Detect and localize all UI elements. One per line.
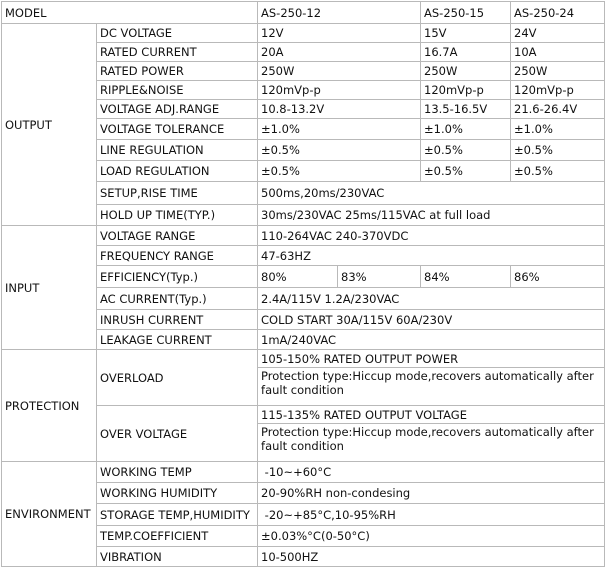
model-label: MODEL xyxy=(2,2,258,24)
spec-sheet xyxy=(1,1,604,567)
spec-table xyxy=(1,1,605,567)
table-row xyxy=(2,24,605,43)
model-row xyxy=(2,2,605,24)
section-environment: ENVIRONMENT xyxy=(2,462,97,567)
cell-value: ±0.5% xyxy=(421,161,511,182)
cell-value: 15V xyxy=(421,24,511,43)
cell-value: 1mA/240VAC xyxy=(258,330,605,350)
row-label: WORKING HUMIDITY xyxy=(97,483,258,504)
cell-value: -20~+85°C,10-95%RH xyxy=(258,504,605,526)
cell-value: 30ms/230VAC 25ms/115VAC at full load xyxy=(258,205,605,226)
cell-value: ±0.03%°C(0-50°C) xyxy=(258,526,605,547)
section-input: INPUT xyxy=(2,226,97,350)
row-label: RIPPLE&NOISE xyxy=(97,81,258,100)
row-label: INRUSH CURRENT xyxy=(97,310,258,330)
cell-value: 10-500HZ xyxy=(258,547,605,567)
cell-value: 20-90%RH non-condesing xyxy=(258,483,605,504)
cell-value: ±0.5% xyxy=(511,161,605,182)
cell-value: 13.5-16.5V xyxy=(421,100,511,119)
row-label: RATED POWER xyxy=(97,62,258,81)
row-label: RATED CURRENT xyxy=(97,43,258,62)
cell-value: 21.6-26.4V xyxy=(511,100,605,119)
table-row xyxy=(2,350,605,368)
row-label: VOLTAGE TOLERANCE xyxy=(97,119,258,140)
row-label: TEMP.COEFFICIENT xyxy=(97,526,258,547)
cell-value: ±1.0% xyxy=(258,119,421,140)
cell-value: 84% xyxy=(421,266,511,288)
cell-value: 24V xyxy=(511,24,605,43)
row-label: LINE REGULATION xyxy=(97,140,258,161)
cell-value: ±1.0% xyxy=(421,119,511,140)
row-label: VIBRATION xyxy=(97,547,258,567)
row-label: OVER VOLTAGE xyxy=(97,406,258,462)
cell-value: -10~+60°C xyxy=(258,462,605,483)
cell-value: 115-135% RATED OUTPUT VOLTAGE xyxy=(258,406,605,424)
cell-value: 10A xyxy=(511,43,605,62)
row-label: AC CURRENT(Typ.) xyxy=(97,288,258,310)
table-row xyxy=(2,462,605,483)
cell-value: 120mVp-p xyxy=(511,81,605,100)
cell-value: 110-264VAC 240-370VDC xyxy=(258,226,605,246)
row-label: OVERLOAD xyxy=(97,350,258,406)
protection-type: Protection type:Hiccup mode,recovers automatically after fault condition xyxy=(258,424,605,462)
cell-value: ±0.5% xyxy=(258,161,421,182)
cell-value: 80% xyxy=(258,266,338,288)
row-label: LEAKAGE CURRENT xyxy=(97,330,258,350)
model-3: AS-250-24 xyxy=(511,2,605,24)
model-1: AS-250-12 xyxy=(258,2,421,24)
cell-value: 83% xyxy=(338,266,421,288)
table-row xyxy=(2,226,605,246)
row-label: DC VOLTAGE xyxy=(97,24,258,43)
cell-value: 500ms,20ms/230VAC xyxy=(258,182,605,205)
cell-value: 12V xyxy=(258,24,421,43)
row-label: STORAGE TEMP,HUMIDITY xyxy=(97,504,258,526)
cell-value: COLD START 30A/115V 60A/230V xyxy=(258,310,605,330)
row-label: HOLD UP TIME(TYP.) xyxy=(97,205,258,226)
row-label: SETUP,RISE TIME xyxy=(97,182,258,205)
model-2: AS-250-15 xyxy=(421,2,511,24)
row-label: FREQUENCY RANGE xyxy=(97,246,258,266)
row-label: VOLTAGE RANGE xyxy=(97,226,258,246)
cell-value: 10.8-13.2V xyxy=(258,100,421,119)
cell-value: ±0.5% xyxy=(511,140,605,161)
cell-value: 86% xyxy=(511,266,605,288)
cell-value: 250W xyxy=(258,62,421,81)
row-label: LOAD REGULATION xyxy=(97,161,258,182)
cell-value: ±0.5% xyxy=(258,140,421,161)
cell-value: ±1.0% xyxy=(511,119,605,140)
section-protection: PROTECTION xyxy=(2,350,97,462)
cell-value: 105-150% RATED OUTPUT POWER xyxy=(258,350,605,368)
cell-value: 2.4A/115V 1.2A/230VAC xyxy=(258,288,605,310)
cell-value: 120mVp-p xyxy=(421,81,511,100)
section-output: OUTPUT xyxy=(2,24,97,226)
cell-value: 16.7A xyxy=(421,43,511,62)
row-label: EFFICIENCY(Typ.) xyxy=(97,266,258,288)
cell-value: ±0.5% xyxy=(421,140,511,161)
cell-value: 250W xyxy=(511,62,605,81)
row-label: WORKING TEMP xyxy=(97,462,258,483)
cell-value: 120mVp-p xyxy=(258,81,421,100)
cell-value: 20A xyxy=(258,43,421,62)
protection-type: Protection type:Hiccup mode,recovers automatically after fault condition xyxy=(258,368,605,406)
cell-value: 250W xyxy=(421,62,511,81)
row-label: VOLTAGE ADJ.RANGE xyxy=(97,100,258,119)
cell-value: 47-63HZ xyxy=(258,246,605,266)
